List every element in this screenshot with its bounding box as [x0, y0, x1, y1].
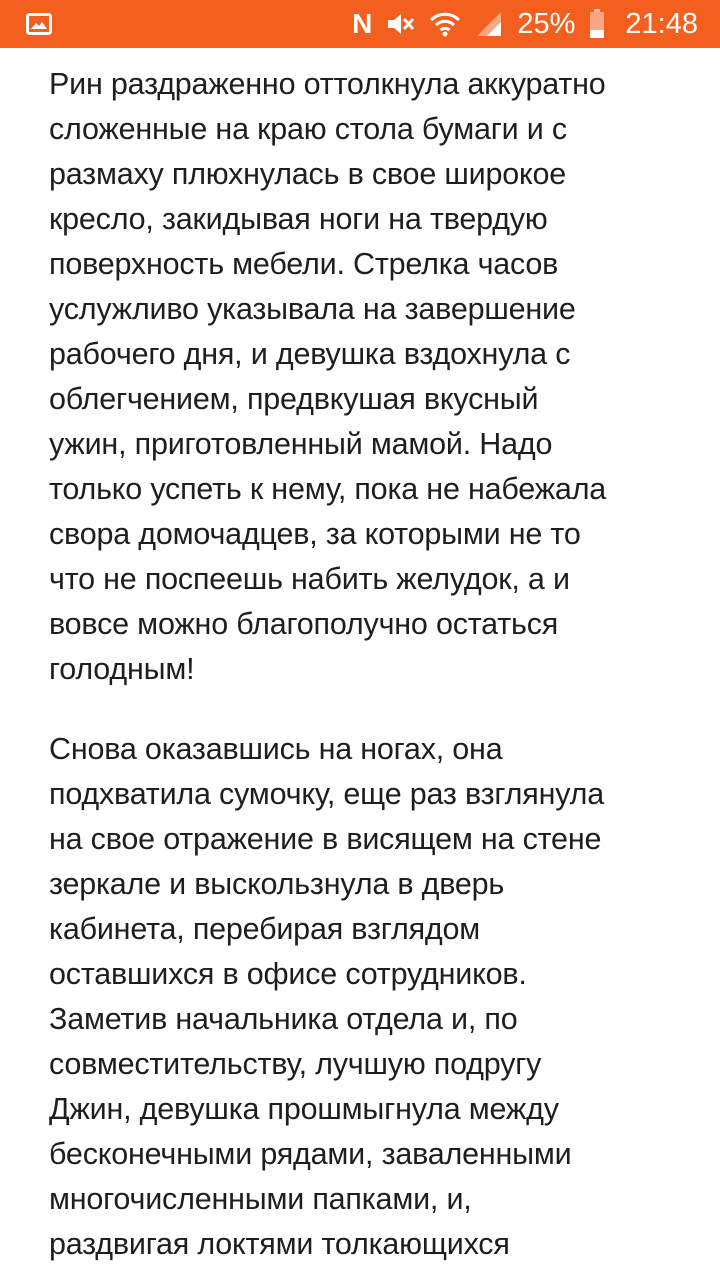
text-line: Рин раздраженно оттолкнула аккуратно [49, 67, 606, 101]
paragraph [49, 727, 689, 1267]
article-text [49, 62, 689, 1280]
wifi-icon [429, 10, 461, 38]
clock: 21:48 [625, 7, 698, 40]
text-line: кабинета, перебирая взглядом [49, 912, 481, 946]
text-line: ужин, приготовленный мамой. Надо [49, 427, 553, 461]
nfc-icon: N [352, 8, 372, 39]
text-line: Снова оказавшись на ногах, она [49, 732, 503, 766]
paragraph [49, 62, 689, 692]
text-line: услужливо указывала на завершение [49, 292, 576, 326]
text-line: только успеть к нему, пока не набежала [49, 472, 607, 506]
text-line: вовсе можно благополучно остаться [49, 607, 559, 641]
text-line: свора домочадцев, за которыми не то [49, 517, 581, 551]
text-line: Джин, девушка прошмыгнула между [49, 1092, 559, 1126]
text-line: совместительству, лучшую подругу [49, 1047, 542, 1081]
text-line: раздвигая локтями толкающихся [49, 1227, 510, 1261]
status-bar [0, 0, 720, 48]
text-line: голодным! [49, 652, 195, 686]
text-line: рабочего дня, и девушка вздохнула с [49, 337, 571, 371]
battery-percent: 25% [517, 7, 576, 40]
text-line: размаху плюхнулась в свое широкое [49, 157, 566, 191]
text-line: облегчением, предвкушая вкусный [49, 382, 539, 416]
text-line: Заметив начальника отдела и, по [49, 1002, 518, 1036]
text-line: что не поспеешь набить желудок, а и [49, 562, 570, 596]
mute-icon [385, 10, 415, 38]
battery-icon [589, 9, 605, 39]
text-line: поверхность мебели. Стрелка часов [49, 247, 559, 281]
text-line: оставшихся в офисе сотрудников. [49, 957, 527, 991]
text-line: многочисленными папками, и, [49, 1182, 472, 1216]
text-line: подхватила сумочку, еще раз взглянула [49, 777, 604, 811]
text-line: бесконечными рядами, заваленными [49, 1137, 572, 1171]
signal-icon [475, 10, 503, 38]
text-line: кресло, закидывая ноги на твердую [49, 202, 548, 236]
gallery-icon[interactable] [26, 13, 52, 35]
text-line: зеркале и выскользнула в дверь [49, 867, 505, 901]
text-line: сложенные на краю стола бумаги и с [49, 112, 567, 146]
text-line: на свое отражение в висящем на стене [49, 822, 602, 856]
